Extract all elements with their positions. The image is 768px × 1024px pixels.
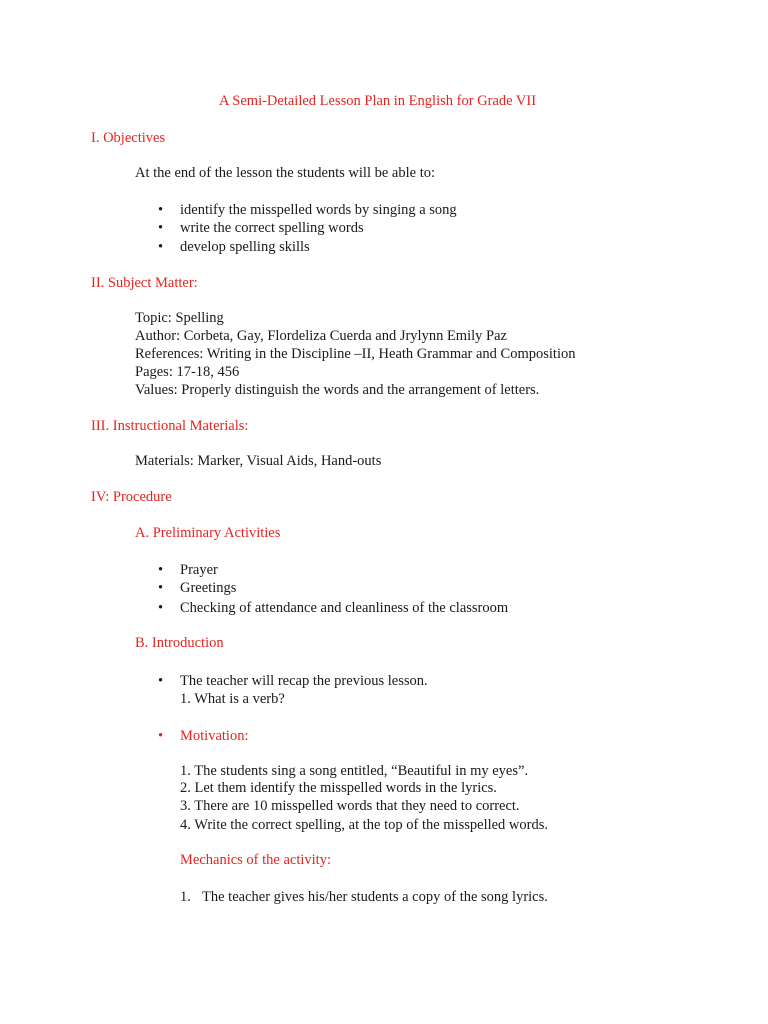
procedure-heading: IV: Procedure <box>91 489 172 505</box>
subject-values: Values: Properly distinguish the words and the arrangement of letters. <box>135 382 540 398</box>
preliminary-heading: A. Preliminary Activities <box>135 525 281 541</box>
motivation-step: 3. There are 10 misspelled words that they need to correct. <box>180 798 520 814</box>
preliminary-item: • Greetings <box>180 579 236 597</box>
motivation-step: 1. The students sing a song entitled, “Beautiful in my eyes”. <box>180 763 529 779</box>
objective-item: • develop spelling skills <box>180 238 310 256</box>
introduction-question: 1. What is a verb? <box>180 691 285 707</box>
introduction-recap: • The teacher will recap the previous lesson. <box>180 672 428 690</box>
introduction-heading: B. Introduction <box>135 635 224 651</box>
subject-topic: Topic: Spelling <box>135 310 224 326</box>
subject-matter-heading: II. Subject Matter: <box>91 275 198 291</box>
materials-line: Materials: Marker, Visual Aids, Hand-outs <box>135 453 382 469</box>
mechanics-item-number: 1. <box>180 889 191 905</box>
preliminary-item: • Checking of attendance and cleanliness of the classroom <box>180 599 508 617</box>
motivation-heading: • Motivation: <box>180 727 248 745</box>
mechanics-heading: Mechanics of the activity: <box>180 852 331 868</box>
mechanics-item-text: The teacher gives his/her students a copy of the song lyrics. <box>202 889 548 905</box>
motivation-step: 2. Let them identify the misspelled words in the lyrics. <box>180 780 497 796</box>
objectives-intro: At the end of the lesson the students will be able to: <box>135 165 436 181</box>
subject-author: Author: Corbeta, Gay, Flordeliza Cuerda and Jrylynn Emily Paz <box>135 328 507 344</box>
objective-item: • write the correct spelling words <box>180 219 364 237</box>
materials-heading: III. Instructional Materials: <box>91 418 249 434</box>
objectives-heading: I. Objectives <box>91 130 166 146</box>
objective-item: • identify the misspelled words by singing a song <box>180 201 457 219</box>
subject-pages: Pages: 17-18, 456 <box>135 364 240 380</box>
mechanics-item <box>180 888 548 906</box>
motivation-step: 4. Write the correct spelling, at the top of the misspelled words. <box>180 817 549 833</box>
subject-references: References: Writing in the Discipline –II, Heath Grammar and Composition <box>135 346 576 362</box>
preliminary-item: • Prayer <box>180 561 218 579</box>
document-title: A Semi-Detailed Lesson Plan in English for Grade VII <box>219 93 537 109</box>
